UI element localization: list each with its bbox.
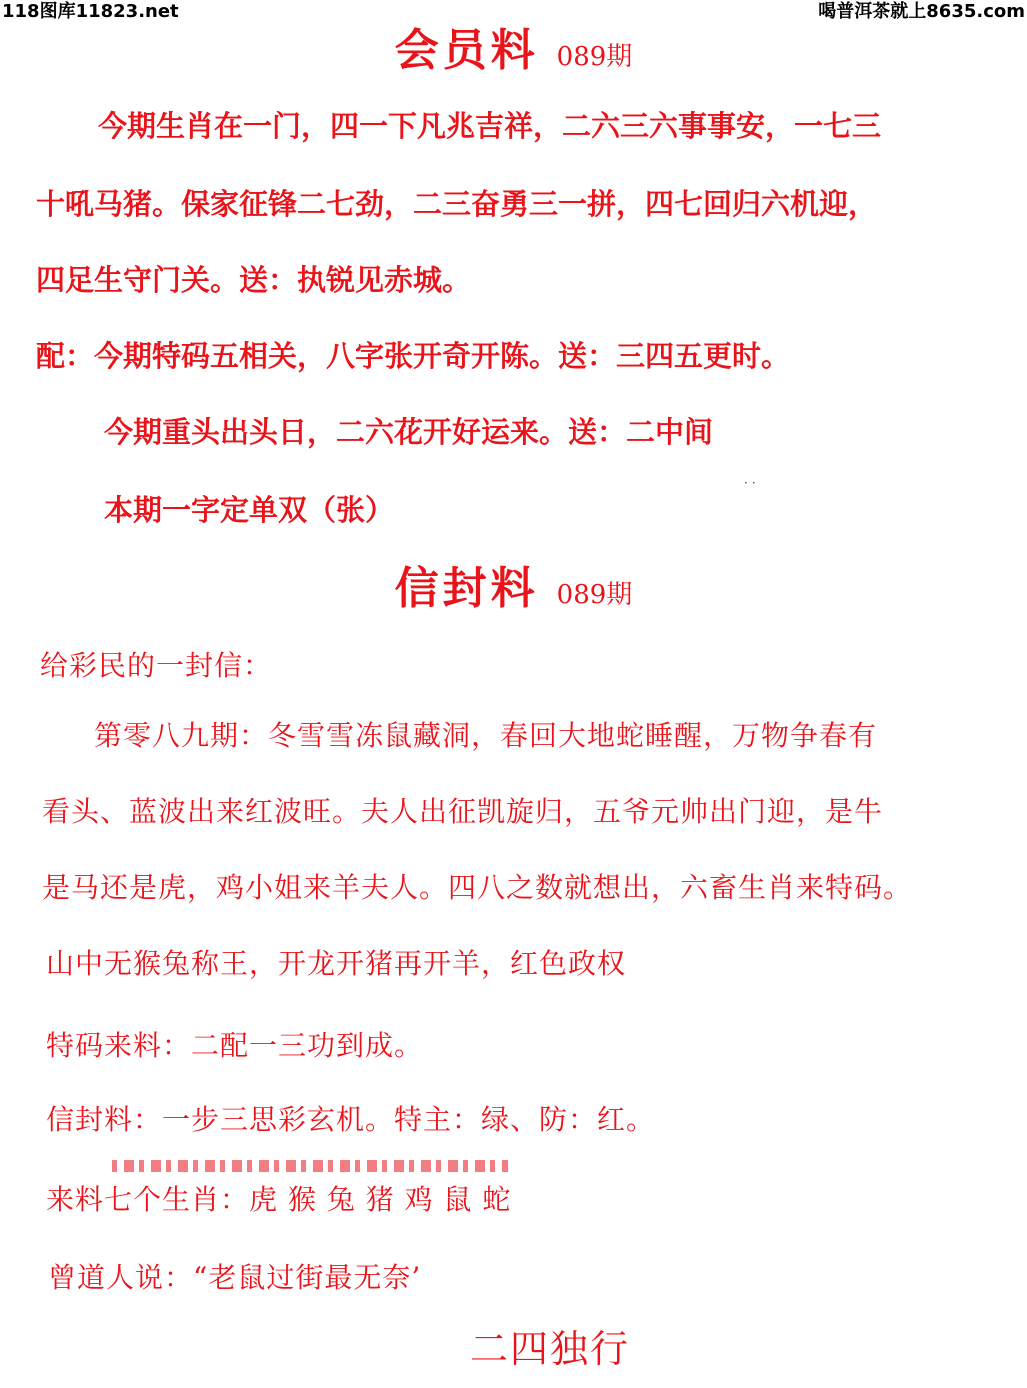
watermark-right: 喝普洱茶就上8635.com — [818, 1, 1025, 22]
section2-line-9: 曾道人说：“老鼠过街最无奈’ — [48, 1261, 422, 1294]
scribble-mark — [112, 1160, 508, 1172]
watermark-left: 118图库11823.net — [2, 1, 179, 22]
section2-heading — [0, 552, 1027, 616]
section1-line-3: 四足生守门关。送：执锐见赤城。 — [36, 263, 472, 297]
section2-line-8: 来料七个生肖：虎 猴 兔 猪 鸡 鼠 蛇 — [46, 1183, 512, 1216]
section1-line-6: 本期一字定单双（张） — [104, 493, 395, 527]
footer-text: 二四独行 — [469, 1327, 630, 1371]
section2-title: 信封料 — [394, 563, 539, 614]
section2-line-2: 第零八九期：冬雪雪冻鼠藏洞，春回大地蛇睡醒，万物争春有 — [94, 719, 878, 752]
section1-line-2: 十吼马猪。保家征锋二七劲，二三奋勇三一拼，四七回归六机迎， — [36, 187, 878, 221]
section2-line-4: 是马还是虎，鸡小姐来羊夫人。四八之数就想出，六畜生肖来特码。 — [42, 871, 913, 904]
section2-issue: 089期 — [556, 580, 633, 610]
section1-heading — [0, 14, 1027, 78]
section2-line-1: 给彩民的一封信： — [40, 649, 273, 682]
decorative-dots: ·· — [744, 476, 760, 490]
section2-line-6: 特码来料：二配一三功到成。 — [46, 1029, 424, 1062]
section2-line-3: 看头、蓝波出来红波旺。夫人出征凯旋归，五爷元帅出门迎，是牛 — [42, 795, 884, 828]
section1-title: 会员料 — [394, 25, 539, 76]
section1-line-5: 今期重头出头日，二六花开好运来。送：二中间 — [104, 415, 714, 449]
section1-line-4: 配：今期特码五相关，八字张开奇开陈。送：三四五更时。 — [36, 339, 791, 373]
section1-issue: 089期 — [556, 42, 633, 72]
section1-line-1: 今期生肖在一门，四一下凡兆吉祥，二六三六事事安，一七三 — [98, 109, 882, 143]
section2-line-5: 山中无猴兔称王，开龙开猪再开羊，红色政权 — [46, 947, 627, 980]
section2-line-7: 信封料：一步三思彩玄机。特主：绿、防：红。 — [46, 1103, 656, 1136]
